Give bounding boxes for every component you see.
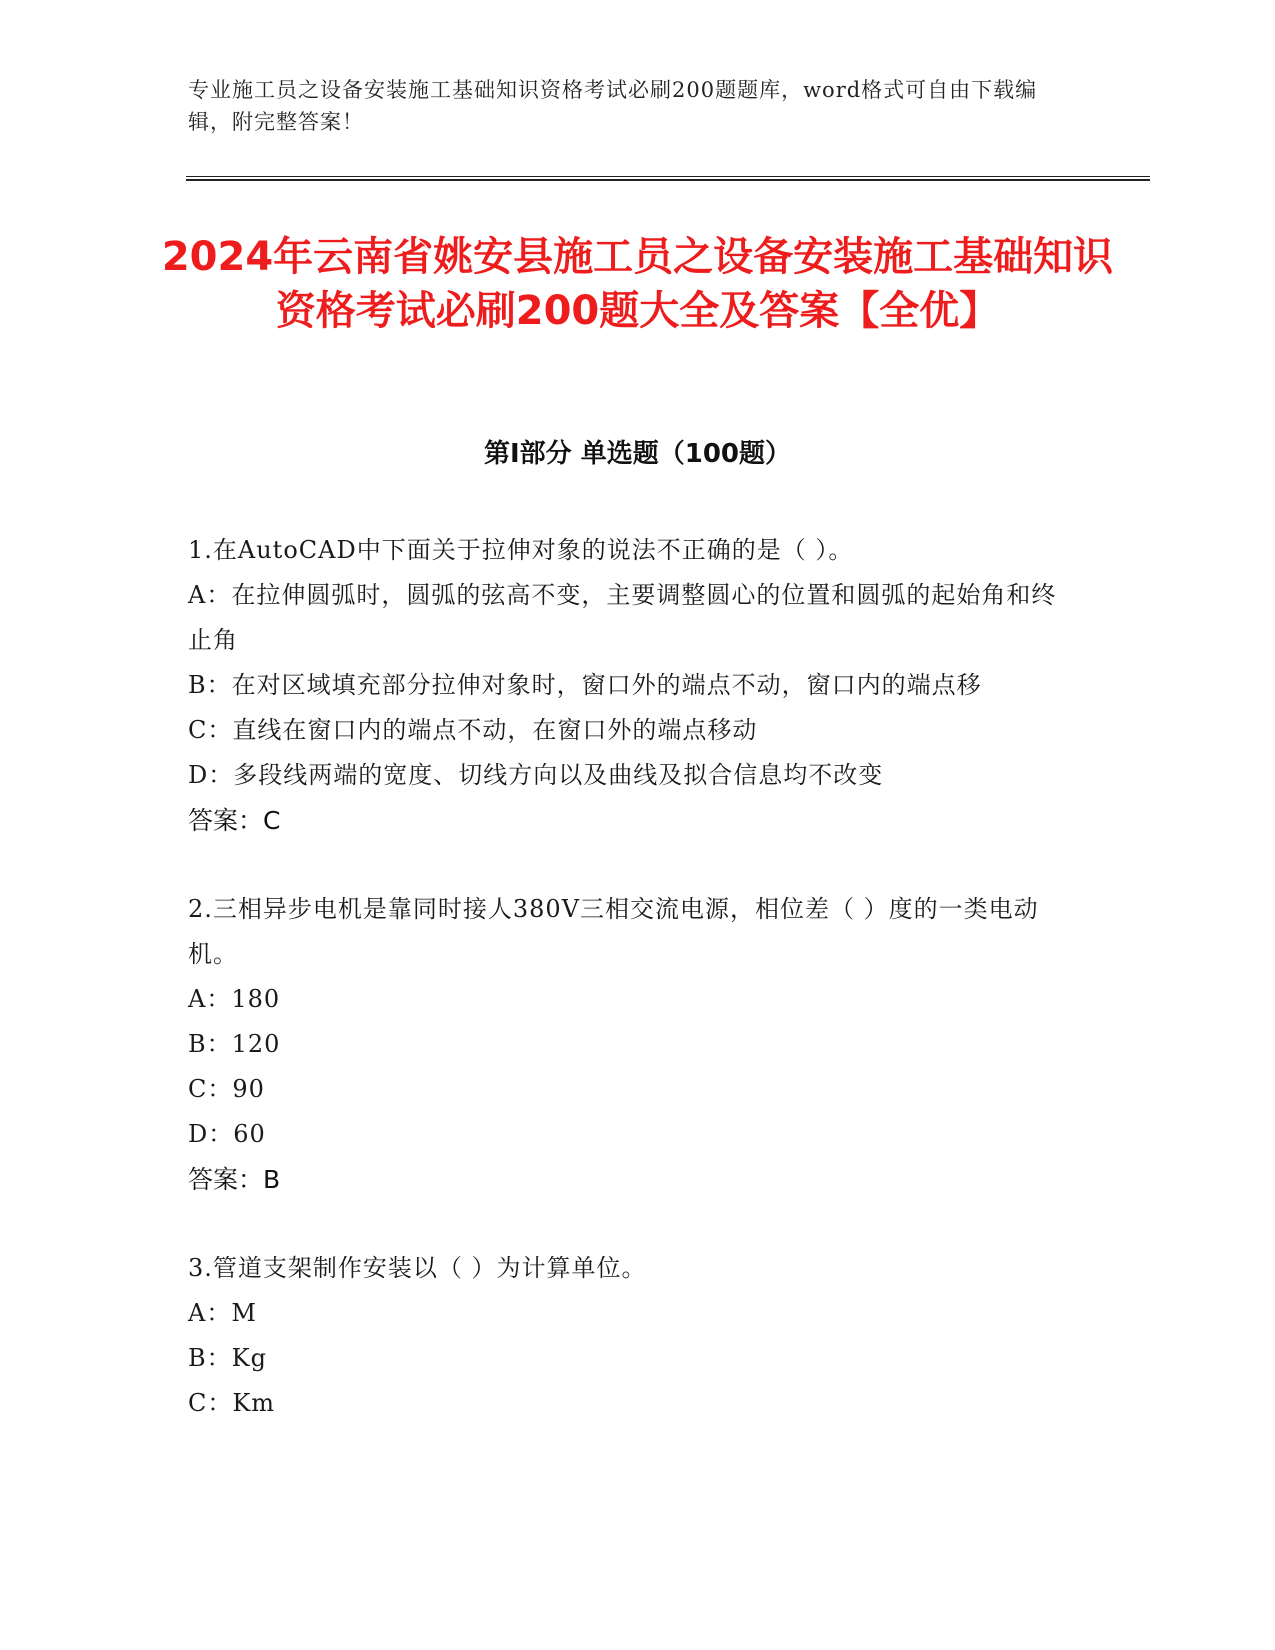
header-note: 专业施工员之设备安装施工基础知识资格考试必刷200题题库，word格式可自由下载编辑，附完整答案！ [188,78,1038,134]
question-stem: 2.三相异步电机是靠同时接人380V三相交流电源，相位差（ ）度的一类电动机。 [188,895,1039,968]
question-stem: 1.在AutoCAD中下面关于拉伸对象的说法不正确的是（ ）。 [188,536,854,564]
option-c: C：90 [188,1075,265,1103]
answer-line: 答案：C [188,806,281,835]
option-a: A：M [188,1299,257,1327]
option-a: A：180 [188,985,281,1013]
option-d: D：多段线两端的宽度、切线方向以及曲线及拟合信息均不改变 [188,761,884,789]
option-c: C：Km [188,1389,276,1417]
option-c: C：直线在窗口内的端点不动，在窗口外的端点移动 [188,716,758,744]
option-d: D：60 [188,1120,266,1148]
section-heading: 第Ⅰ部分 单选题（100题） [484,439,791,469]
option-a: A：在拉伸圆弧时，圆弧的弦高不变，主要调整圆心的位置和圆弧的起始角和终止角 [188,581,1057,654]
document-title: 2024年云南省姚安县施工员之设备安装施工基础知识资格考试必刷200题大全及答案【全优】 [161,234,1114,334]
question-3 [188,1246,1078,1426]
header-divider [186,176,1150,181]
question-stem: 3.管道支架制作安装以（ ）为计算单位。 [188,1254,647,1282]
option-b: B：Kg [188,1344,267,1372]
question-list [188,528,1078,1470]
answer-line: 答案：B [188,1165,281,1194]
question-2 [188,887,1078,1202]
option-b: B：120 [188,1030,281,1058]
option-b: B：在对区域填充部分拉伸对象时，窗口外的端点不动，窗口内的端点移 [188,671,982,699]
question-1 [188,528,1078,843]
